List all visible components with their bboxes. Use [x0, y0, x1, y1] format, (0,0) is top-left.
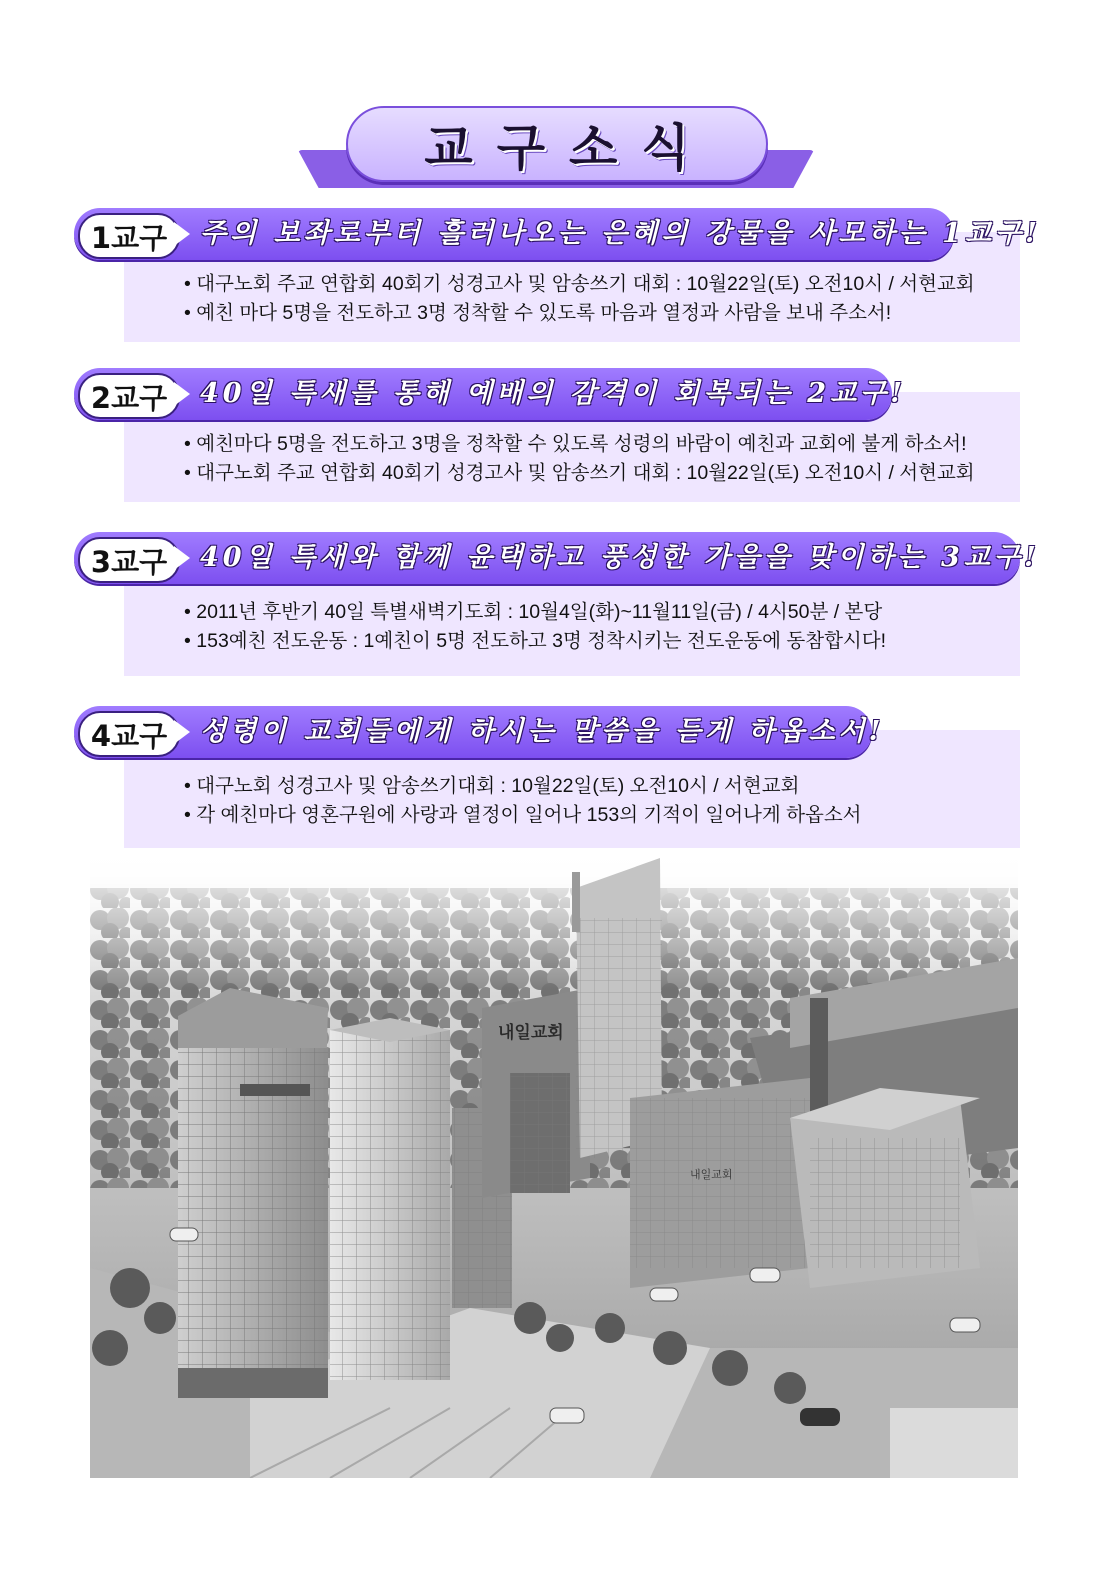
bullet-list — [184, 270, 1014, 328]
badge-arrow-icon — [174, 382, 190, 406]
page-title: 교구소식 — [424, 119, 714, 177]
district-section-3 — [74, 532, 1040, 676]
district-section-2 — [74, 368, 1020, 502]
bullet-list — [184, 772, 1014, 830]
church-building-rendering — [90, 848, 1018, 1478]
district-badge: 1교구 — [78, 213, 180, 259]
badge-arrow-icon — [174, 546, 190, 570]
district-badge: 4교구 — [78, 711, 180, 757]
bullet-item: • 대구노회 성경고사 및 암송쓰기대회 : 10월22일(토) 오전10시 / 서현교회 — [184, 772, 1014, 801]
bullet-item: • 대구노회 주교 연합회 40회기 성경고사 및 암송쓰기 대회 : 10월22일(토) 오전10시 / 서현교회 — [184, 459, 1014, 488]
title-banner — [298, 106, 814, 188]
section-headline: 40일 특새와 함께 윤택하고 풍성한 가을을 맞이하는 3교구! — [200, 542, 1040, 573]
district-section-1 — [74, 208, 1042, 342]
building-sign-small: 내일교회 — [690, 1169, 733, 1181]
section-headline: 주의 보좌로부터 흘러나오는 은혜의 강물을 사모하는 1교구! — [200, 218, 1042, 249]
badge-arrow-icon — [174, 222, 190, 246]
bullet-item: • 2011년 후반기 40일 특별새벽기도회 : 10월4일(화)~11월11일(금) / 4시50분 / 본당 — [184, 598, 1014, 627]
section-headline: 40일 특새를 통해 예배의 감격이 회복되는 2교구! — [200, 378, 907, 409]
section-header — [74, 706, 885, 758]
badge-arrow-icon — [174, 720, 190, 744]
district-section-4 — [74, 706, 1020, 848]
bullet-list — [184, 430, 1014, 488]
bullet-list — [184, 598, 1014, 656]
bullet-item: • 각 예친마다 영혼구원에 사랑과 열정이 일어나 153의 기적이 일어나게 하옵소서 — [184, 801, 1014, 830]
bullet-item: • 대구노회 주교 연합회 40회기 성경고사 및 암송쓰기 대회 : 10월22일(토) 오전10시 / 서현교회 — [184, 270, 1014, 299]
title-pill — [346, 106, 768, 182]
bullet-item: • 153예친 전도운동 : 1예친이 5명 전도하고 3명 정착시키는 전도운동에 동참합시다! — [184, 627, 1014, 656]
section-headline: 성령이 교회들에게 하시는 말씀을 듣게 하옵소서! — [200, 716, 885, 747]
section-header — [74, 368, 907, 420]
section-header — [74, 532, 1040, 584]
building-sign: 내일교회 — [498, 1023, 564, 1042]
district-badge: 3교구 — [78, 537, 180, 583]
bullet-item: • 예친 마다 5명을 전도하고 3명 정착할 수 있도록 마음과 열정과 사람을 보내 주소서! — [184, 299, 1014, 328]
district-badge: 2교구 — [78, 373, 180, 419]
bullet-item: • 예친마다 5명을 전도하고 3명을 정착할 수 있도록 성령의 바람이 예친과 교회에 불게 하소서! — [184, 430, 1014, 459]
section-header — [74, 208, 1042, 260]
